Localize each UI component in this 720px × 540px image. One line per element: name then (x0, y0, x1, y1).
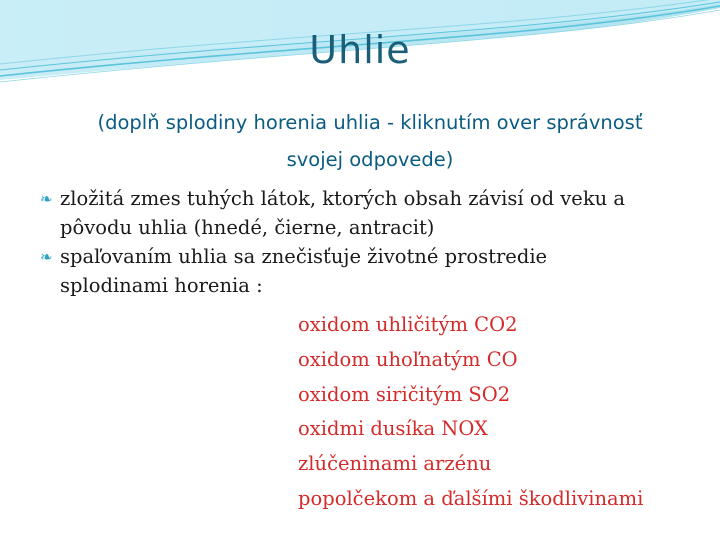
bullet-2-line-2: splodinami horenia : (60, 274, 263, 297)
bullet-1-line-2: pôvodu uhlia (hnedé, čierne, antracit) (60, 216, 435, 239)
product-co[interactable]: oxidom uhoľnatým CO (298, 347, 518, 371)
ornament-icon: ❧ (40, 248, 53, 266)
product-so2[interactable]: oxidom siričitým SO2 (298, 382, 511, 406)
combustion-products-list (298, 308, 643, 517)
slide-subtitle (40, 104, 700, 178)
subtitle-line-2: svojej odpovede) (286, 148, 454, 171)
bullet-2-line-1: spaľovaním uhlia sa znečisťuje životné prostredie (60, 245, 548, 268)
product-nox[interactable]: oxidmi dusíka NOX (298, 417, 488, 441)
product-co2[interactable]: oxidom uhličitým CO2 (298, 313, 518, 336)
bullet-composition (40, 184, 715, 242)
product-fly-ash[interactable]: popolčekom a ďalšími škodlivinami (298, 486, 644, 510)
product-arsenic[interactable]: zlúčeninami arzénu (298, 452, 492, 476)
bullet-pollution (40, 242, 715, 300)
bullet-1-line-1: zložitá zmes tuhých látok, ktorých obsah závisí od veku a (60, 187, 626, 210)
bullet-list (40, 184, 715, 300)
subtitle-line-1: (doplň splodiny horenia uhlia - kliknutím over správnosť (97, 111, 643, 134)
slide-title: Uhlie (309, 28, 411, 72)
ornament-icon: ❧ (40, 190, 53, 208)
